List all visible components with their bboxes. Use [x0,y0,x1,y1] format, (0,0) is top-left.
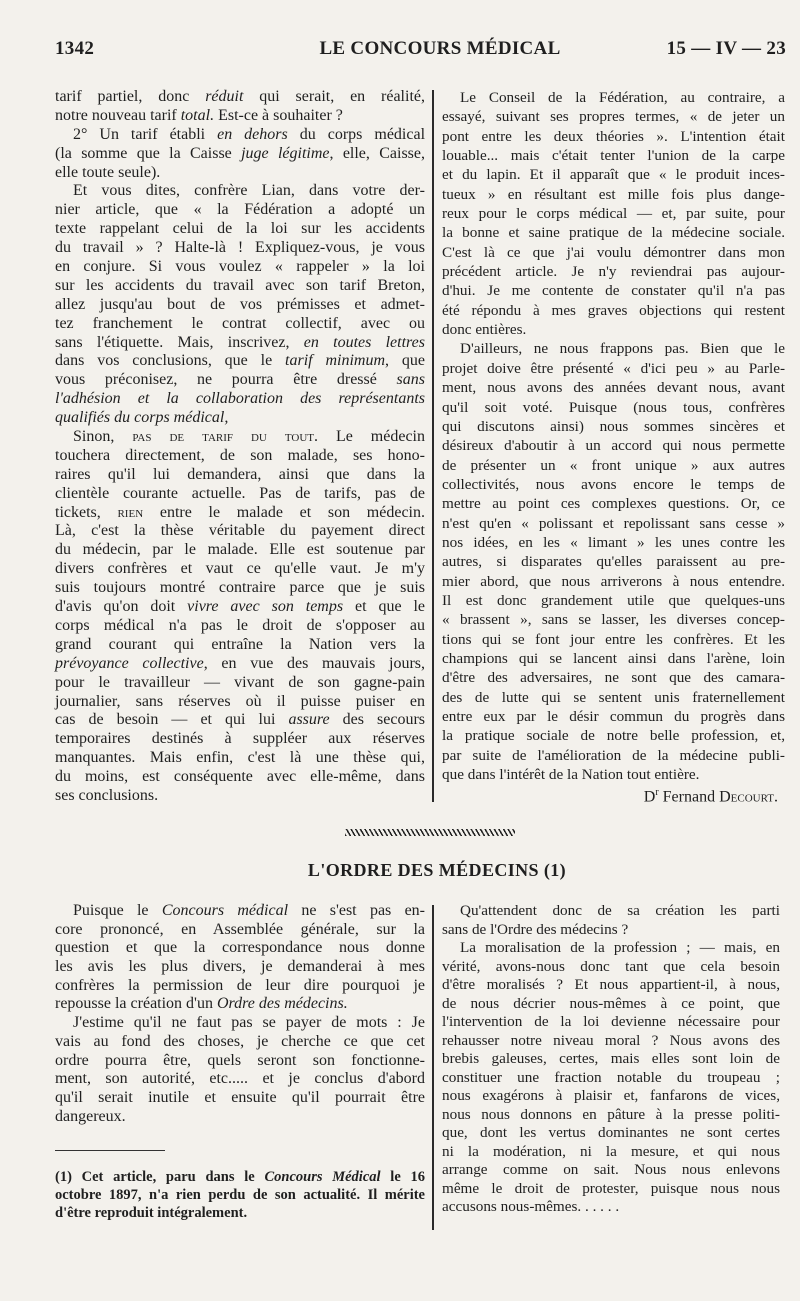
text-run: de nous décrier nous-mêmes à ce point, que [442,994,780,1012]
text-line [55,579,425,598]
text-run: question et que la correspondance nous donne [55,939,425,957]
text-line [442,165,785,184]
text-line [442,301,785,320]
text-run: d'être reproduit intégralement. [55,1205,248,1221]
text-line [55,921,425,940]
text-run: Le médecin [317,428,426,446]
text-line [442,436,785,455]
text-run: Le Conseil de la Fédération, au contraire, a [460,89,785,106]
text-line [442,572,785,591]
text-run: l'intervention de la loi devienne nécessaire pour [442,1013,780,1030]
text-line [442,610,785,629]
text-line [55,277,425,296]
text-run: mier abord, que nous arriverons à nous entendre. [442,572,785,590]
text-line [442,1143,780,1162]
text-run: par suite de l'amélioration de la médecine publi- [442,746,785,764]
text-run: D'ailleurs, ne nous frappons pas. Bien que le [460,340,785,358]
text-line [442,726,785,745]
text-line [55,428,425,447]
text-run: tez franchement le contrat collectif, avec ou [55,314,425,332]
text-run: corps médical n'a pas le droit de s'opposer au [55,616,425,634]
text-line [442,1106,780,1125]
text-line [55,352,425,371]
text-line [55,334,425,353]
text-line [442,902,780,921]
text-line [442,688,785,707]
text-line [55,145,425,164]
text-run: que, dont les vertus dominantes ne sont certes [442,1124,780,1141]
text-run: C'est là ce que j'ai voulu démontrer dans mon [442,243,785,261]
text-run: ni la modération, ni la mesure, et qui nous [442,1142,780,1160]
text-run: allez jusqu'au bout de vos prémisses et admet- [55,295,425,313]
text-run: d'être moralisés ? Et nous appartient-il, à nous, [442,976,780,993]
text-run: et que le [343,598,425,616]
text-line [55,1186,425,1204]
text-run: tions qui se font jour entre les confrères. Et les [442,630,785,648]
text-run: tickets, [55,503,118,521]
text-line [442,514,785,533]
text-run: ses conclusions. [55,786,159,804]
text-line [442,475,785,494]
text-line [442,1124,780,1143]
text-line [55,1204,425,1222]
text-line [55,939,425,958]
column-divider [432,90,434,802]
text-run: pont entre les deux théories ». L'intention était [442,127,785,145]
text-line [55,466,425,485]
text-line [55,1014,425,1033]
text-line [55,1089,425,1108]
text-line [442,204,785,223]
text-run: ordre pourra être, quels seront son fonctionne- [55,1051,425,1069]
italic-run: Concours Médical [264,1169,381,1185]
text-run: suis toujours montré contraire parce que je suis [55,579,425,597]
text-line [55,617,425,636]
text-line [442,591,785,610]
text-line [442,649,785,668]
italic-run: Ordre des médecins. [216,995,348,1013]
issue-date: 15 — IV — 23 [666,38,786,59]
italic-run: juge légitime [241,144,330,162]
text-run: du médecin, par le malade. Elle est soutenue par [55,541,425,559]
text-line [442,127,785,146]
text-line [55,1108,425,1127]
text-run: grand courant qui entraîne la Nation vers la [55,635,425,653]
text-run: le 16 [380,1169,426,1185]
italic-run: prévoyance collective [55,654,204,672]
text-line [442,281,785,300]
text-run: même le droit de protester, puisque nous nous [442,1179,780,1197]
column-divider [432,905,434,1230]
text-line [442,1198,780,1217]
text-run: 2° Un tarif établi [73,125,218,143]
text-run: du corps médical [287,125,426,143]
text-run: ne s'est pas en- [288,902,426,919]
footnote [55,1168,425,1222]
text-line [55,220,425,239]
text-run: été répondu à mes graves objections qui restent [442,301,785,319]
text-line [55,88,425,107]
small-caps-run: pas de tarif du tout. [132,428,318,446]
text-run: , que [385,352,425,370]
text-run: de présenter un « front unique » aux autres [442,456,785,474]
text-line [55,522,425,541]
text-run: nous nous donnons en pâture à la presse politi- [442,1105,780,1123]
text-run: collectivités, nous avons encore le temps de [442,475,785,493]
text-run: elle toute seule). [55,163,161,181]
text-line [442,223,785,242]
italic-run: réduit [205,88,244,105]
text-run: sans de l'Ordre des médecins ? [442,920,629,938]
italic-run: assure [288,711,330,729]
text-run: précédent article. Je n'y reviendrai pas aujour- [442,263,785,281]
text-line [442,88,785,107]
text-run: entre le malade et son médecin. [143,503,426,521]
text-line [442,921,780,940]
text-line [55,107,425,126]
text-run: mettre au point ces complexes questions. Or, ce [442,495,785,513]
text-run: qui discutons ainsi) nous sommes sincères et [442,417,785,435]
text-line [442,320,785,339]
footnote-rule [55,1150,165,1151]
text-line [55,447,425,466]
text-run: d'hui. Je me contente de constater qu'il n'a pas [442,282,785,300]
text-line [442,765,785,784]
text-run: vous préconisez, ne pourra être dressé [55,371,397,389]
text-line [55,693,425,712]
italic-run: en toutes lettres [303,333,426,351]
text-run: brebis galeuses, certes, mais elles sont loin de [442,1050,780,1067]
text-run: ment, nous avons des années devant nous, avant [442,379,785,397]
text-line [442,1180,780,1199]
text-run: raires qu'il lui demandera, ainsi que dans la [55,465,425,483]
text-run: reux pour le corps médical — et, par suite, pour [442,205,785,223]
text-run: d'être des adversaires, ne sont que des camara- [442,669,785,687]
article1-left-column [55,88,425,806]
journal-title: LE CONCOURS MÉDICAL [319,38,561,59]
text-run: accusons nous-mêmes. . . . . . [442,1198,620,1215]
section-ornament [345,829,515,836]
text-run: essayé, suivant ses propres termes, « de jeter un [442,108,785,126]
article2-right-column [442,902,780,1217]
text-line [55,977,425,996]
italic-run: tarif minimum [285,352,386,370]
text-line [55,164,425,183]
text-line [55,1070,425,1089]
small-caps-run: rien [117,503,144,521]
text-run: entre eux par le désir commun du progrès dans [442,708,785,725]
italic-run: l'adhésion et la collaboration des représentants [55,390,425,408]
text-run: touchera directement, de son malade, ses hono- [55,446,425,464]
text-run: et du lapin. Et il apparaît que « le produit inces- [442,166,785,184]
text-line [442,533,785,552]
text-line [442,494,785,513]
text-run: (la somme que la Caisse [55,144,242,162]
text-run: temporaires destinés à suppléer aux réserves [55,730,425,748]
text-line [55,258,425,277]
text-run: Est-ce à souhaiter ? [214,106,343,124]
text-line [442,995,780,1014]
text-run: Qu'attendent donc de sa création les parti [460,902,780,919]
text-run: des de lutte qui se sentent unis fraternellement [442,688,785,706]
signature-first: Fernand [658,788,720,806]
text-run: Sinon, [73,428,133,446]
signature-prefix: D [643,788,656,806]
text-run: donc entières. [442,321,527,339]
article1-right-column [442,88,785,784]
italic-run: en dehors [217,125,288,143]
text-line [442,939,780,958]
text-run: qu'il serait inutile et ensuite qu'il pourrait être [55,1088,425,1106]
text-run: sur les accidents du travail avec son tarif Breton, [55,276,425,294]
text-run: octobre 1897, n'a rien perdu de son actualité. Il mérite [55,1187,425,1203]
text-line [442,107,785,126]
text-run: texte rappelant celui de la loi sur les accidents [55,220,425,238]
text-run: , en vue des mauvais jours, [203,654,425,672]
text-run: constituer une fraction notable du troupeau ; [442,1068,780,1086]
text-run: autres, si disparates qu'elles paraissent au pre- [442,553,785,571]
text-run: du moins, est conséquente avec elle-même, dans [55,768,425,786]
text-run: nier article, que « la Fédération a adopté un [55,201,425,219]
text-run: des secours [329,711,426,729]
text-run: core prononcé, en Assemblée générale, sur la [55,920,425,938]
text-line [55,315,425,334]
text-line [442,359,785,378]
text-line [55,560,425,579]
text-line [442,1087,780,1106]
text-line [55,711,425,730]
text-line [55,126,425,145]
text-run: La moralisation de la profession ; — mais, en [460,939,780,956]
italic-run: qualifiés du corps médical, [55,409,229,427]
text-line [55,958,425,977]
text-run: confrères la permission de leur dire pourquoi je [55,976,425,994]
text-line [55,995,425,1014]
text-line [442,243,785,262]
italic-run: sans [396,371,425,389]
text-line [442,1032,780,1051]
text-line [55,636,425,655]
text-run: tueux » en résultant est mille fois plus dange- [442,185,785,203]
text-line [442,1050,780,1069]
text-line [442,630,785,649]
text-run: arrange comme on sait. Nous nous enlevons [442,1161,780,1178]
text-run: en conjure. Si vous voulez « rappeler » la loi [55,258,425,276]
text-run: dangereux. [55,1107,126,1125]
text-run: Puisque le [73,902,162,919]
article2-left-column [55,902,425,1126]
text-run: rehausser notre niveau moral ? Nous avons des [442,1031,780,1049]
text-line [442,185,785,204]
text-run: n'est qu'en « polissant et repolissant sans cesse » [442,514,785,532]
page-number: 1342 [55,38,95,59]
text-line [55,371,425,390]
text-run: , elle, Caisse, [329,144,425,162]
text-line [55,787,425,806]
text-run: qu'il soit voté. Puisque (nous tous, confrères [442,398,785,416]
text-line [55,902,425,921]
text-line [442,746,785,765]
text-run: notre nouveau tarif [55,106,181,124]
text-run: du travail » ? Halte-là ! Expliquez-vous, je vous [55,239,425,257]
text-line [55,730,425,749]
text-run: louable... mais c'était tenter l'union de la carpe [442,147,785,165]
text-line [442,1069,780,1088]
text-run: tarif partiel, donc [55,88,206,105]
text-line [55,1033,425,1052]
text-line [442,552,785,571]
article-title: L'ORDRE DES MÉDECINS (1) [307,860,567,880]
text-line [442,146,785,165]
text-line [55,1052,425,1071]
text-line [55,1168,425,1186]
text-line [442,958,780,977]
text-line [55,749,425,768]
text-run: repousse la création d'un [55,995,217,1013]
italic-run: vivre avec son temps [187,598,344,616]
text-line [442,1161,780,1180]
text-line [442,262,785,281]
text-run: Là, c'est la thèse véritable du payement direct [55,522,425,540]
text-run: la bonne et saine pratique de la médecine sociale. [442,224,785,242]
text-run: la pratique sociale de notre belle profession, et, [442,727,785,745]
text-line [55,409,425,428]
signature-sup: r [655,787,659,798]
text-line [55,768,425,787]
text-line [55,485,425,504]
text-run: dans vos conclusions, que le [55,352,286,370]
signature [644,787,778,806]
text-run: projet doive être présenté « d'ici peu » au Parle- [442,359,785,377]
text-run: les avis les plus divers, je demanderai à mes [55,958,425,976]
text-line [442,417,785,436]
text-line [442,378,785,397]
text-line [55,598,425,617]
text-run: ment, son autorité, etc..... et je conclus d'abord [55,1070,425,1088]
text-line [442,1013,780,1032]
text-run: sans l'étiquette. Mais, inscrivez, [55,333,304,351]
text-run: Il est donc grandement utile que quelques-uns [442,591,785,609]
text-line [55,182,425,201]
text-run: J'estime qu'il ne faut pas se payer de mots : Je [73,1014,425,1032]
text-run: vais au fond des choses, je cherche ce que cet [55,1032,425,1050]
text-run: que dans l'intérêt de la Nation tout entière. [442,766,700,784]
text-run: « brassent », sans se lasser, les diverses concep- [442,611,785,629]
text-run: champions qui se lancent ainsi dans l'arène, loin [442,649,785,667]
italic-run: Concours médical [161,902,289,919]
text-run: vérité, avons-nous donc tant que cela besoin [442,957,780,975]
text-line [55,390,425,409]
text-line [442,456,785,475]
text-run: (1) Cet article, paru dans le [55,1169,265,1185]
text-line [442,398,785,417]
text-line [55,674,425,693]
text-line [55,201,425,220]
text-run: cas de besoin — et qui lui [55,711,289,729]
text-run: clientèle courante actuelle. Pas de tarifs, pas de [55,484,425,502]
text-line [442,339,785,358]
signature-last: Decourt. [719,788,778,806]
text-run: nous exagérons à plaisir et, fanfarons de vices, [442,1087,780,1104]
italic-run: total. [180,106,215,124]
text-run: Et vous dites, confrère Lian, dans votre der- [73,182,425,200]
text-run: pour le travailleur — vivant de son gagne-pain [55,673,425,691]
text-line [55,239,425,258]
text-line [442,707,785,726]
text-run: désireux d'aboutir à un accord qui nous permette [442,437,785,455]
text-run: manquantes. Mais enfin, c'est là une thèse qui, [55,749,425,767]
text-line [55,655,425,674]
text-run: qui serait, en réalité, [243,88,425,105]
text-line [55,541,425,560]
text-line [442,976,780,995]
text-line [55,296,425,315]
text-run: nos idées, en les « limant » les unes contre les [442,533,785,551]
text-run: journalier, sans réserves où il puisse puiser en [55,692,425,710]
text-line [442,668,785,687]
text-line [55,504,425,523]
text-run: divers confrères et vaut ce qu'elle vaut. Je m'y [55,560,425,578]
text-run: d'avis qu'on doit [55,598,188,616]
